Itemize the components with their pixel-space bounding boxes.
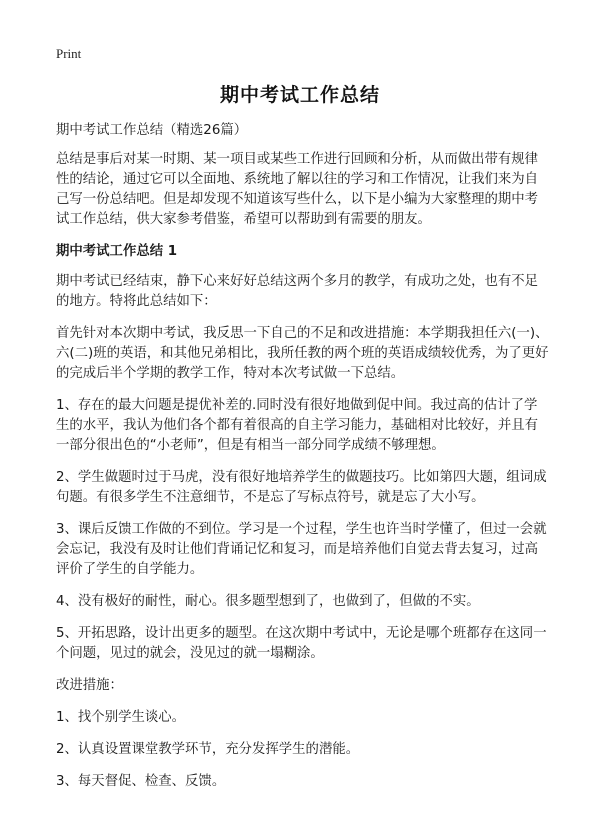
section-heading: 期中考试工作总结 1: [56, 244, 178, 259]
body-paragraph: 1、存在的最大问题是提优补差的.同时没有很好地做到促中间。我过高的估计了学生的水平，我认为他们各个都有着很高的自主学习能力，基础相对比较好，并且有一部分很出色的“小老师”，但是有相当一部分同学成绩不够理想。: [56, 398, 539, 453]
body-paragraph: 2、学生做题时过于马虎，没有很好地培养学生的做题技巧。比如第四大题，组词成句题。有很多学生不注意细节，不是忘了写标点符号，就是忘了大小写。: [56, 470, 547, 505]
body-paragraph: 期中考试已经结束，静下心来好好总结这两个多月的教学，有成功之处，也有不足的地方。特将此总结如下：: [56, 274, 539, 309]
body-paragraph: 首先针对本次期中考试，我反思一下自己的不足和改进措施：本学期我担任六(一)、六(二)班的英语，和其他兄弟相比，我所任教的两个班的英语成绩较优秀，为了更好的完成后半个学期的教学工作，特对本次考试做一下总结。: [56, 326, 549, 381]
body-paragraph: 4、没有极好的耐性，耐心。很多题型想到了，也做到了，但做的不实。: [56, 594, 480, 609]
document-subtitle: 期中考试工作总结（精选26篇）: [56, 123, 248, 138]
improvement-item: 3、每天督促、检查、反馈。: [56, 774, 226, 789]
improvement-heading: 改进措施：: [56, 678, 123, 693]
print-link[interactable]: Print: [56, 46, 82, 61]
page-title: 期中考试工作总结: [219, 84, 380, 106]
improvement-item: 2、认真设置课堂教学环节，充分发挥学生的潜能。: [56, 742, 360, 757]
intro-paragraph: 总结是事后对某一时期、某一项目或某些工作进行回顾和分析，从而做出带有规律性的结论，通过它可以全面地、系统地了解以往的学习和工作情况，让我们来为自己写一份总结吧。但是却发现不知道该写些什么，以下是小编为大家整理的期中考试工作总结，供大家参考借鉴，希望可以帮助到有需要的朋友。: [56, 152, 539, 227]
body-paragraph: 3、课后反馈工作做的不到位。学习是一个过程，学生也许当时学懂了，但过一会就会忘记，我没有及时让他们背诵记忆和复习，而是培养他们自觉去背去复习，过高评价了学生的自学能力。: [56, 522, 547, 577]
improvement-item: 1、找个别学生谈心。: [56, 710, 186, 725]
document-body: [56, 121, 550, 804]
body-paragraph: 5、开拓思路，设计出更多的题型。在这次期中考试中，无论是哪个班都存在这同一个问题，见过的就会，没见过的就一塌糊涂。: [56, 626, 547, 661]
